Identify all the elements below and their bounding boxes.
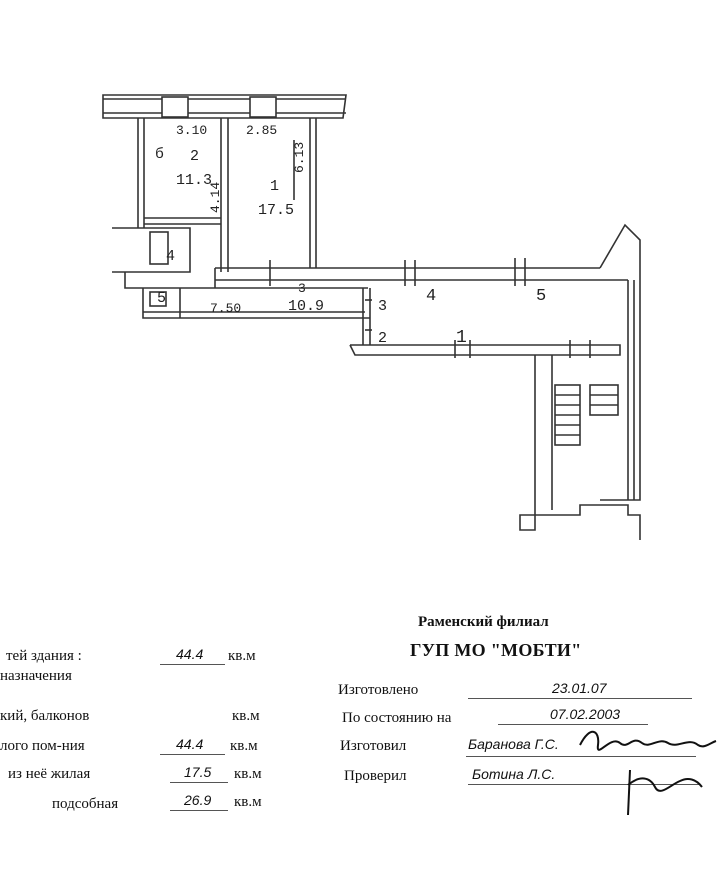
corridor-label-4: 4 (426, 287, 437, 306)
info-value-checker: Ботина Л.С. (472, 766, 556, 782)
area-value-living: 17.5 (184, 764, 212, 780)
signature-maker (580, 732, 716, 750)
dim-room1-width: 2.85 (246, 123, 278, 138)
corridor-label-5: 5 (536, 287, 547, 306)
wc-label-3: 3 (378, 298, 388, 315)
corridor-label-1: 1 (456, 328, 467, 348)
area-label-utility: подсобная (52, 796, 119, 812)
dim-room1-length: 6.13 (292, 141, 307, 173)
corridor-label-3: 3 (298, 281, 306, 296)
org-name: ГУП МО "МОБТИ" (410, 640, 582, 660)
bath-label: б (155, 146, 165, 163)
area-label-balconies: кий, балконов (0, 708, 90, 724)
area-value-utility: 26.9 (184, 792, 212, 808)
area-unit-total: кв.м (230, 738, 258, 754)
room-3-area: 10.9 (288, 298, 325, 315)
room-1-number: 1 (270, 178, 280, 195)
room-1-area: 17.5 (258, 202, 295, 219)
area-unit-utility: кв.м (234, 794, 262, 810)
area-unit-building: кв.м (228, 648, 256, 664)
area-unit-balconies: кв.м (232, 708, 260, 724)
area-label-total: лого пом-ния (0, 738, 85, 754)
area-value-building: 44.4 (176, 646, 204, 662)
info-value-state: 07.02.2003 (550, 706, 621, 722)
area-label-living: из неё жилая (8, 766, 91, 782)
org-branch-name: Раменский филиал (418, 614, 549, 630)
area-label-purpose: назначения (0, 668, 72, 684)
signature-checker (628, 770, 702, 815)
room-4-number: 4 (166, 248, 176, 265)
room-2-number: 2 (190, 148, 200, 165)
area-label-building: тей здания : (6, 648, 82, 664)
info-label-state: По состоянию на (342, 710, 452, 726)
info-label-maker: Изготовил (340, 738, 407, 754)
area-value-total: 44.4 (176, 736, 204, 752)
info-value-made: 23.01.07 (552, 680, 607, 696)
dim-room2-length: 4.14 (208, 181, 223, 213)
signatures (570, 715, 720, 830)
dim-room2-width: 3.10 (176, 123, 208, 138)
info-label-checker: Проверил (344, 768, 407, 784)
room-2-area: 11.3 (176, 172, 213, 189)
area-unit-living: кв.м (234, 766, 262, 782)
wc-label-2: 2 (378, 330, 388, 347)
info-label-made: Изготовлено (338, 682, 419, 698)
dim-corridor-length: 7.50 (210, 301, 242, 316)
room-5-number: 5 (157, 290, 167, 307)
info-value-maker: Баранова Г.С. (468, 736, 559, 752)
